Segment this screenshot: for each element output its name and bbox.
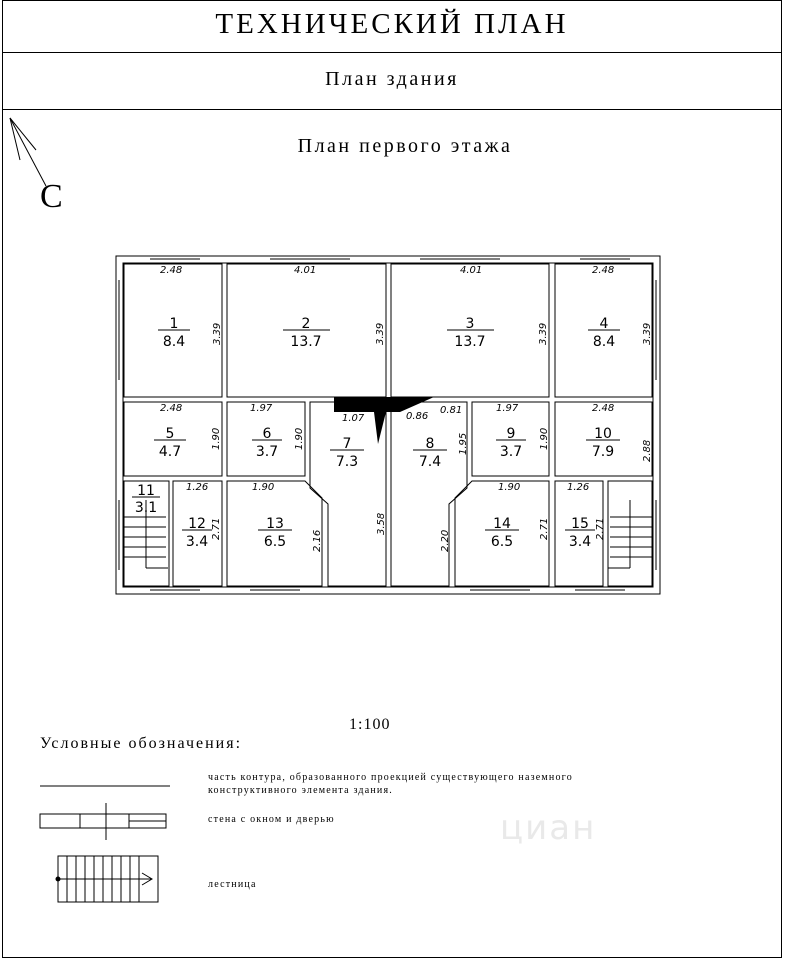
room-2-area: 13.7 <box>290 334 322 350</box>
room-5-area: 4.7 <box>158 444 182 460</box>
dim: 1.95 <box>458 432 469 455</box>
dim: 2.71 <box>595 517 606 540</box>
room-11-area: 3.1 <box>134 500 158 516</box>
room-13-number: 13 <box>266 516 284 532</box>
room-3-area: 13.7 <box>454 334 486 350</box>
dim: 2.88 <box>642 439 653 462</box>
dim: 0.81 <box>440 405 463 416</box>
room-11-number: 11 <box>137 483 155 499</box>
room-7-area: 7.3 <box>335 454 359 470</box>
legend-item-contour: часть контура, образованного проекцией существующего наземного конструктивного элемента здания. <box>208 772 573 796</box>
dim: 1.90 <box>294 427 305 450</box>
dim: 1.90 <box>252 482 275 493</box>
room-7-number: 7 <box>342 436 352 452</box>
page-subtitle: План здания <box>325 68 459 90</box>
dim: 1.07 <box>342 413 365 424</box>
dim: 2.71 <box>539 517 550 540</box>
dim: 2.48 <box>592 403 615 414</box>
dim: 1.26 <box>567 482 590 493</box>
room-12-number: 12 <box>188 516 206 532</box>
room-10-number: 10 <box>594 426 612 442</box>
dim: 1.97 <box>496 403 519 414</box>
dim: 3.39 <box>538 322 549 345</box>
dim: 3.39 <box>642 322 653 345</box>
page-title: ТЕХНИЧЕСКИЙ ПЛАН <box>215 8 569 40</box>
dim: 2.48 <box>160 265 183 276</box>
room-15-number: 15 <box>571 516 589 532</box>
legend-title: Условные обозначения: <box>40 735 243 752</box>
dim: 3.39 <box>212 322 223 345</box>
room-14-area: 6.5 <box>490 534 514 550</box>
legend-symbols <box>40 786 170 902</box>
legend-wall-window-door-icon <box>40 803 166 840</box>
north-label: С <box>40 178 63 215</box>
dim: 1.90 <box>498 482 521 493</box>
room-3-number: 3 <box>465 316 475 332</box>
dim: 0.86 <box>406 411 429 422</box>
room-1-number: 1 <box>169 316 179 332</box>
room-8-area: 7.4 <box>418 454 442 470</box>
room-9-area: 3.7 <box>499 444 523 460</box>
dim: 1.90 <box>211 427 222 450</box>
floor-title: План первого этажа <box>297 135 513 157</box>
room-6-area: 3.7 <box>255 444 279 460</box>
dim: 2.48 <box>592 265 615 276</box>
room-6-number: 6 <box>262 426 272 442</box>
dim: 2.71 <box>211 517 222 540</box>
stairs-right-icon <box>608 500 652 568</box>
dim: 1.90 <box>539 427 550 450</box>
dim: 3.58 <box>376 512 387 535</box>
room-14-number: 14 <box>493 516 511 532</box>
dim: 2.16 <box>312 529 323 552</box>
room-4-area: 8.4 <box>592 334 616 350</box>
legend-stairs-icon <box>56 856 158 902</box>
room-4-number: 4 <box>599 316 609 332</box>
dim: 1.97 <box>250 403 273 414</box>
dim: 4.01 <box>460 265 483 276</box>
legend-item-stairs: лестница <box>208 879 257 890</box>
room-9-number: 9 <box>506 426 516 442</box>
legend-item-wall: стена с окном и дверью <box>208 814 335 825</box>
dim: 2.20 <box>440 529 451 552</box>
room-10-area: 7.9 <box>591 444 615 460</box>
room-12-area: 3.4 <box>185 534 209 550</box>
room-1-area: 8.4 <box>162 334 186 350</box>
watermark-text: циан <box>500 808 597 848</box>
dim: 1.26 <box>186 482 209 493</box>
north-arrow-icon <box>10 118 46 186</box>
room-13-area: 6.5 <box>263 534 287 550</box>
room-15-area: 3.4 <box>568 534 592 550</box>
room-2-number: 2 <box>301 316 311 332</box>
room-8-number: 8 <box>425 436 435 452</box>
dim: 3.39 <box>375 322 386 345</box>
scale-label: 1:100 <box>349 716 391 733</box>
dim: 2.48 <box>160 403 183 414</box>
dim: 4.01 <box>294 265 317 276</box>
room-5-number: 5 <box>165 426 175 442</box>
